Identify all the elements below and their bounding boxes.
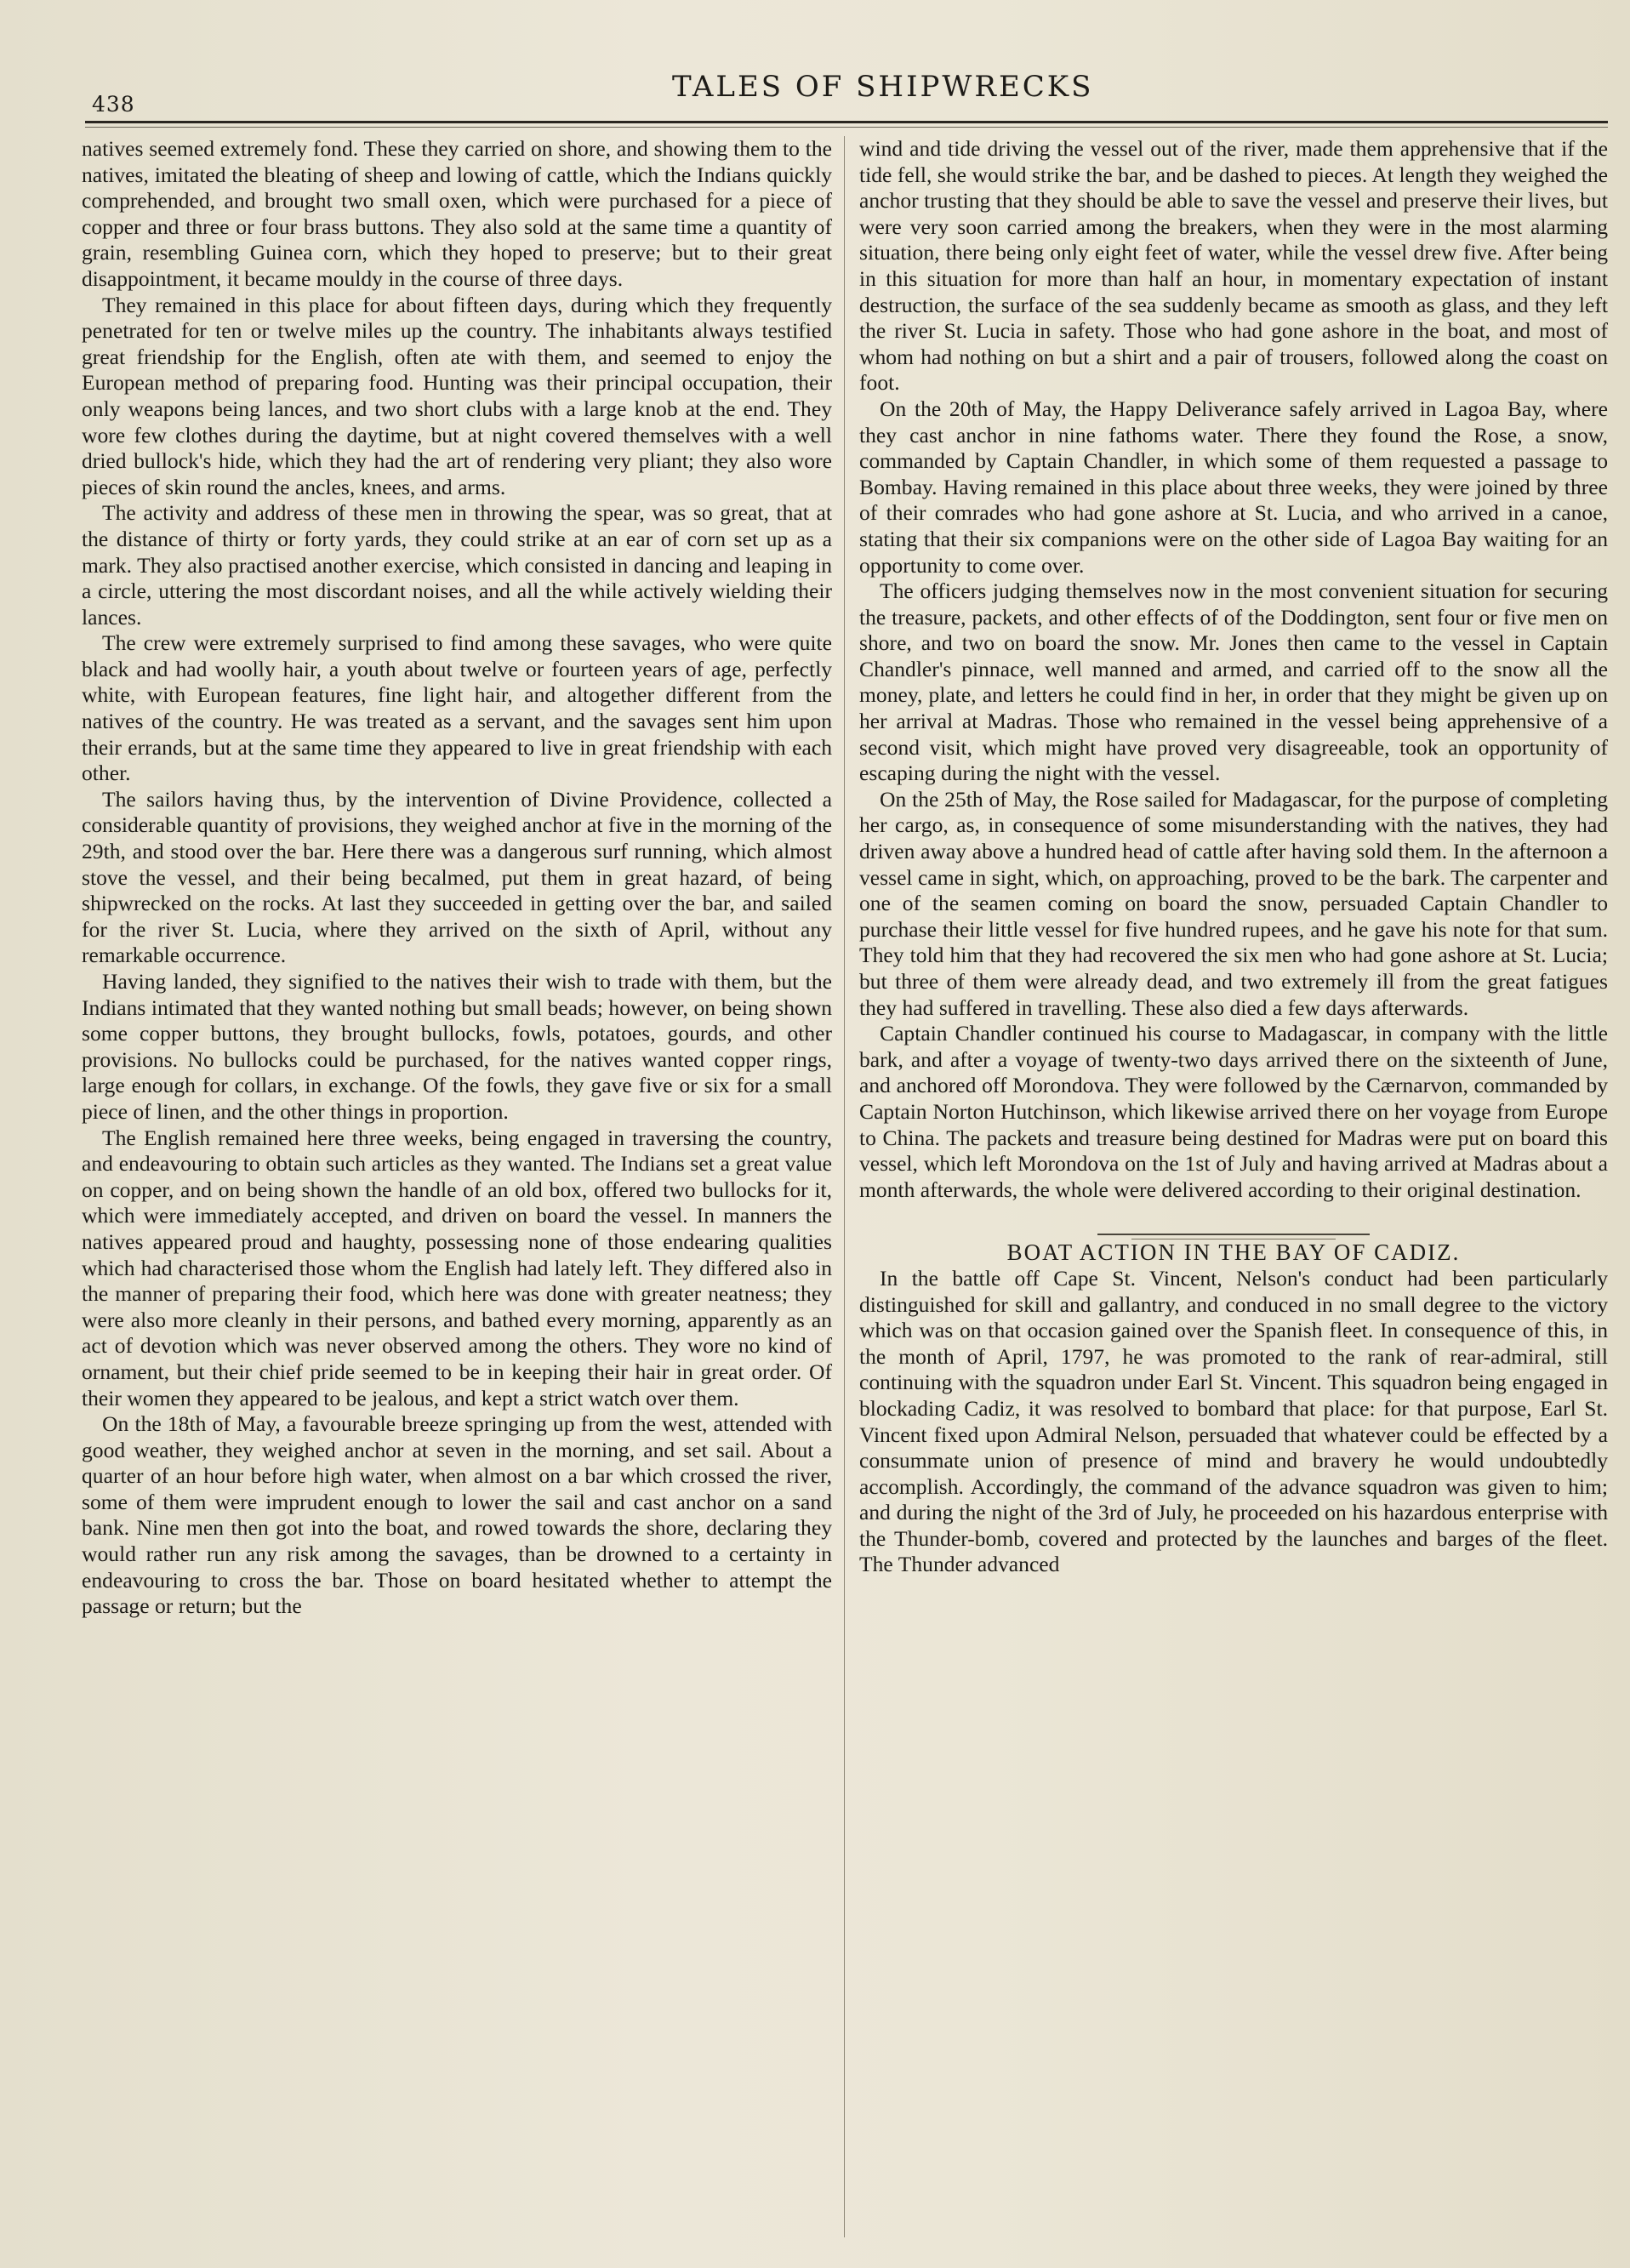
paragraph: On the 18th of May, a favourable breeze springing up from the west, attended with good weather, they weighed anchor at seven in the morning, and set sail. About a quarter of an hour before high water, when almost on a bar which crossed the river, some of them were imprudent enough to lower the sail and cast anchor on a sand bank. Nine men then got into the boat, and rowed towards the shore, declaring they would rather run any risk among the savages, than be drowned to a certainty in endeavouring to cross the bar. Those on board hesitated whether to attempt the passage or return; but the [82,1411,832,1619]
paragraph: The officers judging themselves now in the most convenient situation for securing the treasure, packets, and other effects of of the Doddington, sent four or five men on shore, and two on board the snow. Mr. Jones then came to the vessel in Captain Chandler's pinnace, well manned and armed, and carried off to the snow all the money, plate, and letters he could find in her, in order that they might be given up on her arrival at Madras. Those who remained in the vessel being apprehensive of a second visit, which might have proved very disagreeable, took an opportunity of escaping during the night with the vessel. [859,578,1608,786]
paragraph: natives seemed extremely fond. These they carried on shore, and showing them to the natives, imitated the bleating of sheep and lowing of cattle, which the Indians quickly comprehended, and brought two small oxen, which were purchased for a piece of copper and three or four brass buttons. They also sold at the same time a quantity of grain, resembling Guinea corn, which they hoped to preserve; but to their great disappointment, it became mouldy in the course of three days. [82,136,832,291]
paragraph: On the 20th of May, the Happy Deliverance safely arrived in Lagoa Bay, where they cast anchor in nine fathoms water. There they found the Rose, a snow, commanded by Captain Chandler, in which some of them requested a passage to Bombay. Having remained in this place about three weeks, they were joined by three of their comrades who had gone ashore at St. Lucia, and who arrived in a canoe, stating that their six companions were on the other side of Lagoa Bay waiting for an opportunity to come over. [859,396,1608,578]
header-rule [85,121,1608,123]
paragraph: In the battle off Cape St. Vincent, Nelson's conduct had been particularly distinguished for skill and gallantry, and conduced in no small degree to the victory which was on that occasion gained over the Spanish fleet. In consequence of this, in the month of April, 1797, he was promoted to the rank of rear-admiral, still continuing with the squadron under Earl St. Vincent. This squadron being engaged in blockading Cadiz, it was resolved to bombard that place: for that purpose, Earl St. Vincent fixed upon Admiral Nelson, persuaded that whatever could be effected by a consummate union of presence of mind and bravery he would undoubtedly accomplish. Accordingly, the command of the advance squadron was given to him; and during the night of the 3rd of July, he proceeded on his hazardous enterprise with the Thunder-bomb, covered and protected by the launches and barges of the fleet. The Thunder advanced [859,1265,1608,1577]
column-divider [844,136,845,2237]
page-header [85,66,1608,121]
right-column [859,136,1608,1578]
paragraph: Having landed, they signified to the natives their wish to trade with them, but the Indians intimated that they wanted nothing but small beads; however, on being shown some copper buttons, they brought bullocks, fowls, potatoes, gourds, and other provisions. No bullocks could be purchased, for the natives wanted copper rings, large enough for collars, in exchange. Of the fowls, they gave five or six for a small piece of linen, and the other things in proportion. [82,969,832,1124]
paragraph: Captain Chandler continued his course to Madagascar, in company with the little bark, and after a voyage of twenty-two days arrived there on the sixteenth of June, and anchored off Morondova. They were followed by the Cærnarvon, commanded by Captain Norton Hutchinson, which likewise arrived there on her voyage from Europe to China. The packets and treasure being destined for Madras were put on board this vessel, which left Morondova on the 1st of July and having arrived at Madras about a month afterwards, the whole were delivered according to their original destination. [859,1021,1608,1202]
paragraph: The crew were extremely surprised to find among these savages, who were quite black and had woolly hair, a youth about twelve or fourteen years of age, perfectly white, with European features, fine light hair, and altogether different from the natives of the country. He was treated as a servant, and the savages sent him upon their errands, but at the same time they appeared to live in great friendship with each other. [82,630,832,786]
left-column [82,136,832,1620]
page-number: 438 [92,92,135,117]
paragraph: On the 25th of May, the Rose sailed for Madagascar, for the purpose of completing her cargo, as, in consequence of some misunderstanding with the natives, they had driven away above a hundred head of cattle after having sold them. In the afternoon a vessel came in sight, which, on approaching, proved to be the bark. The carpenter and one of the seamen coming on board the snow, persuaded Captain Chandler to purchase their little vessel for five hundred rupees, and he gave his note for that sum. They told him that they had recovered the six men who had gone ashore at St. Lucia; but three of them were already dead, and two extremely ill from the great fatigues they had suffered in travelling. These also died a few days afterwards. [859,786,1608,1020]
section-title: BOAT ACTION IN THE BAY OF CADIZ. [1006,1239,1461,1266]
section-separator-rule [1097,1234,1370,1235]
paragraph: The activity and address of these men in throwing the spear, was so great, that at the distance of thirty or forty yards, they could strike at an ear of corn set up as a mark. They also practised another exercise, which consisted in dancing and leaping in a circle, uttering the most discordant noises, and all the while actively wielding their lances. [82,500,832,630]
paragraph: The English remained here three weeks, being engaged in traversing the country, and endeavouring to obtain such articles as they wanted. The Indians set a great value on copper, and on being shown the handle of an old box, offered two bullocks for it, which were immediately accepted, and driven on board the vessel. In manners the natives appeared proud and haughty, possessing none of those endearing qualities which had characterised those whom the English had lately left. They differed also in the manner of preparing their food, which here was done with greater neatness; they were also more cleanly in their persons, and bathed every morning, apparently as an act of devotion which was never observed among the others. They wore no kind of ornament, but their chief pride seemed to be in keeping their hair in great order. Of their women they appeared to be jealous, and kept a strict watch over them. [82,1125,832,1410]
paragraph: wind and tide driving the vessel out of the river, made them apprehensive that if the tide fell, she would strike the bar, and be dashed to pieces. At length they weighed the anchor trusting that they should be able to save the vessel and preserve their lives, but were very soon carried among the breakers, when they were in the most alarming situation, there being only eight feet of water, while the vessel drew five. After being in this situation for more than half an hour, in momentary expectation of instant destruction, the surface of the sea suddenly became as smooth as glass, and they left the river St. Lucia in safety. Those who had gone ashore in the boat, and most of whom had nothing on but a shirt and a pair of trousers, followed along the coast on foot. [859,136,1608,396]
paragraph: They remained in this place for about fifteen days, during which they frequently penetrated for ten or twelve miles up the country. The inhabitants always testified great friendship for the English, often ate with them, and seemed to enjoy the European method of preparing food. Hunting was their principal occupation, their only weapons being lances, and two short clubs with a large knob at the end. They wore few clothes during the daytime, but at night covered themselves with a well dried bullock's hide, which they had the art of rendering very pliant; they also wore pieces of skin round the ancles, knees, and arms. [82,292,832,499]
header-rule-thin [85,127,1608,128]
running-head: TALES OF SHIPWRECKS [672,70,1094,104]
paragraph: The sailors having thus, by the intervention of Divine Providence, collected a considerable quantity of provisions, they weighed anchor at five in the morning of the 29th, and stood over the bar. Here there was a dangerous surf running, which almost stove the vessel, and their being becalmed, put them in great hazard, of being shipwrecked on the rocks. At last they succeeded in getting over the bar, and sailed for the river St. Lucia, where they arrived on the sixth of April, without any remarkable occurrence. [82,786,832,968]
